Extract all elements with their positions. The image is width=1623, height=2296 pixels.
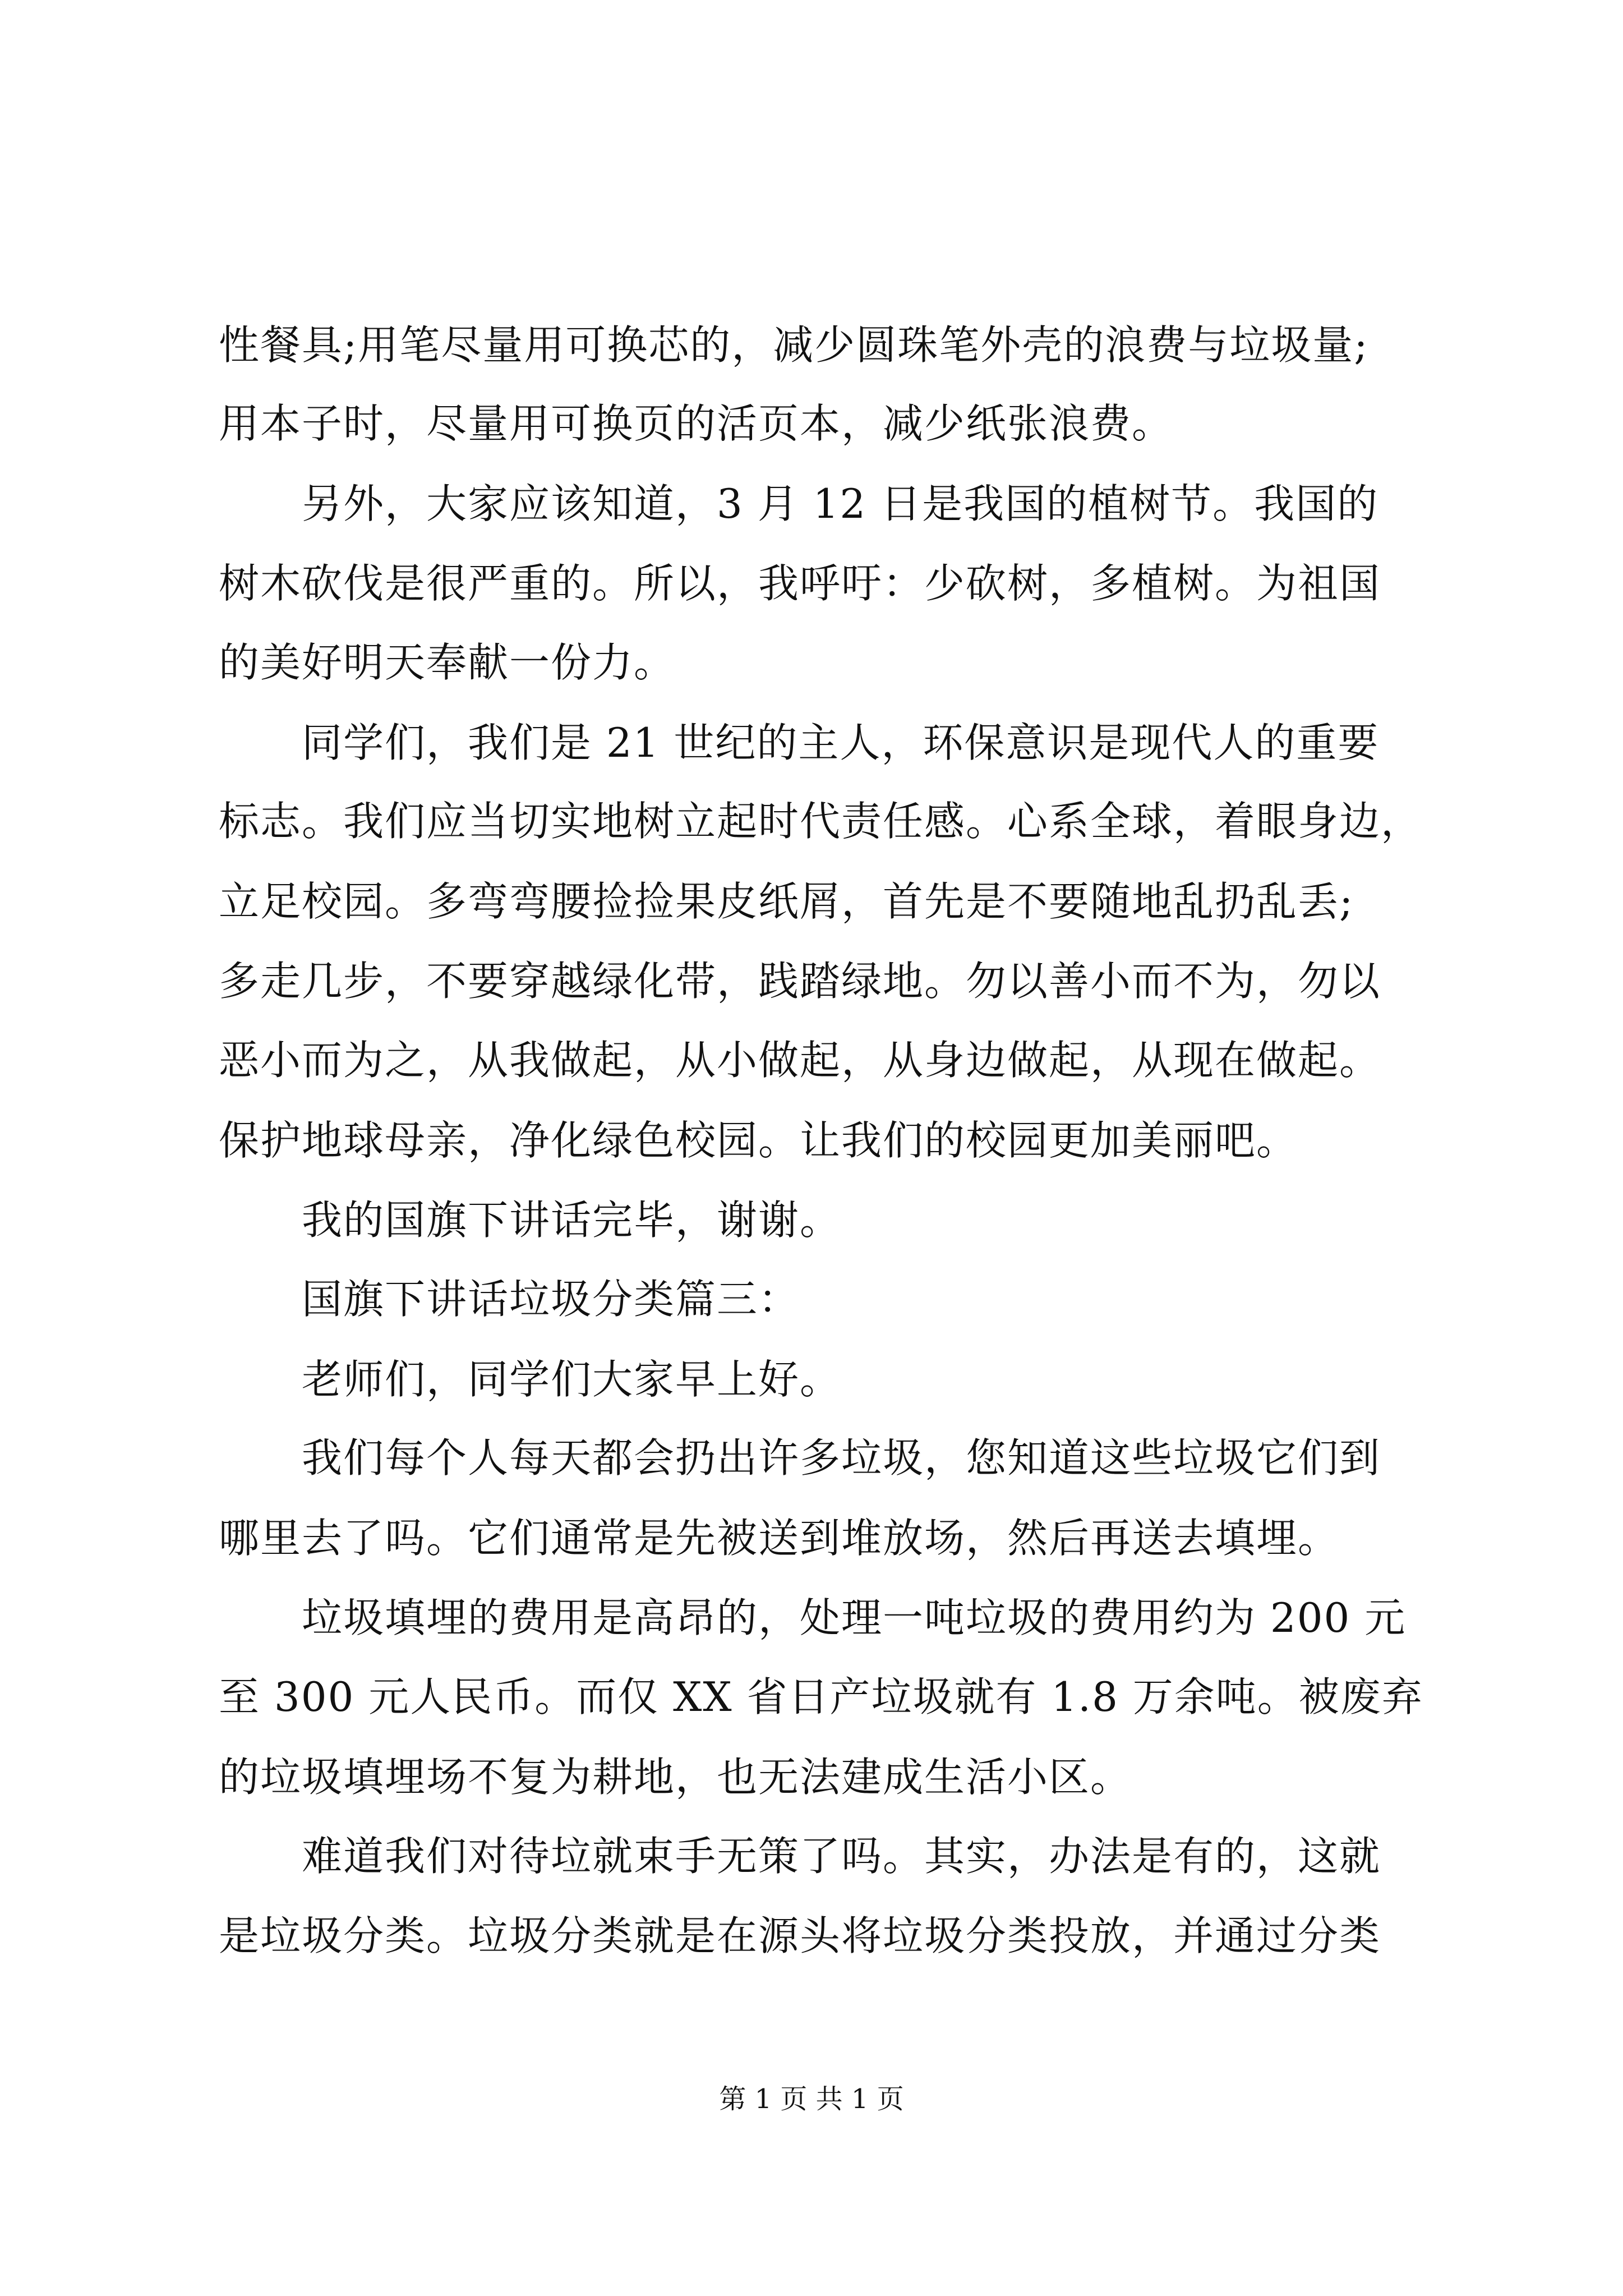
text-line: 至 300 元人民币。而仅 XX 省日产垃圾就有 1.8 万余吨。被废弃 (219, 1673, 1423, 1720)
text-line: 哪里去了吗。它们通常是先被送到堆放场，然后再送去填埋。 (219, 1515, 1340, 1562)
text-line: 的垃圾填埋场不复为耕地，也无法建成生活小区。 (219, 1754, 1132, 1801)
text-line: 多走几步，不要穿越绿化带，践踏绿地。勿以善小而不为，勿以 (219, 958, 1381, 1005)
text-line: 恶小而为之，从我做起，从小做起，从身边做起，从现在做起。 (219, 1037, 1381, 1084)
page-number-footer: 第 1 页 共 1 页 (719, 2083, 904, 2115)
text-line: 立足校园。多弯弯腰捡捡果皮纸屑，首先是不要随地乱扔乱丢; (219, 878, 1354, 925)
text-line: 性餐具;用笔尽量用可换芯的，减少圆珠笔外壳的浪费与垃圾量; (219, 321, 1369, 369)
text-line: 国旗下讲话垃圾分类篇三： (219, 1276, 800, 1323)
text-line: 老师们，同学们大家早上好。 (219, 1356, 842, 1403)
text-line: 同学们，我们是 21 世纪的主人，环保意识是现代人的重要 (219, 719, 1380, 766)
text-line: 难道我们对待垃就束手无策了吗。其实，办法是有的，这就 (219, 1833, 1381, 1880)
text-line: 标志。我们应当切实地树立起时代责任感。心系全球，着眼身边， (219, 798, 1423, 845)
text-line: 用本子时，尽量用可换页的活页本，减少纸张浪费。 (219, 400, 1174, 447)
text-line: 树木砍伐是很严重的。所以，我呼吁：少砍树，多植树。为祖国 (219, 560, 1381, 607)
text-line: 保护地球母亲，净化绿色校园。让我们的校园更加美丽吧。 (219, 1117, 1298, 1164)
text-line: 垃圾填埋的费用是高昂的，处理一吨垃圾的费用约为 200 元 (219, 1594, 1407, 1641)
text-line: 的美好明天奉献一份力。 (219, 639, 676, 686)
text-line: 另外，大家应该知道，3 月 12 日是我国的植树节。我国的 (219, 480, 1379, 527)
text-line: 我们每个人每天都会扔出许多垃圾，您知道这些垃圾它们到 (219, 1434, 1381, 1481)
text-line: 是垃圾分类。垃圾分类就是在源头将垃圾分类投放，并通过分类 (219, 1912, 1381, 1959)
text-line: 我的国旗下讲话完毕，谢谢。 (219, 1197, 842, 1244)
